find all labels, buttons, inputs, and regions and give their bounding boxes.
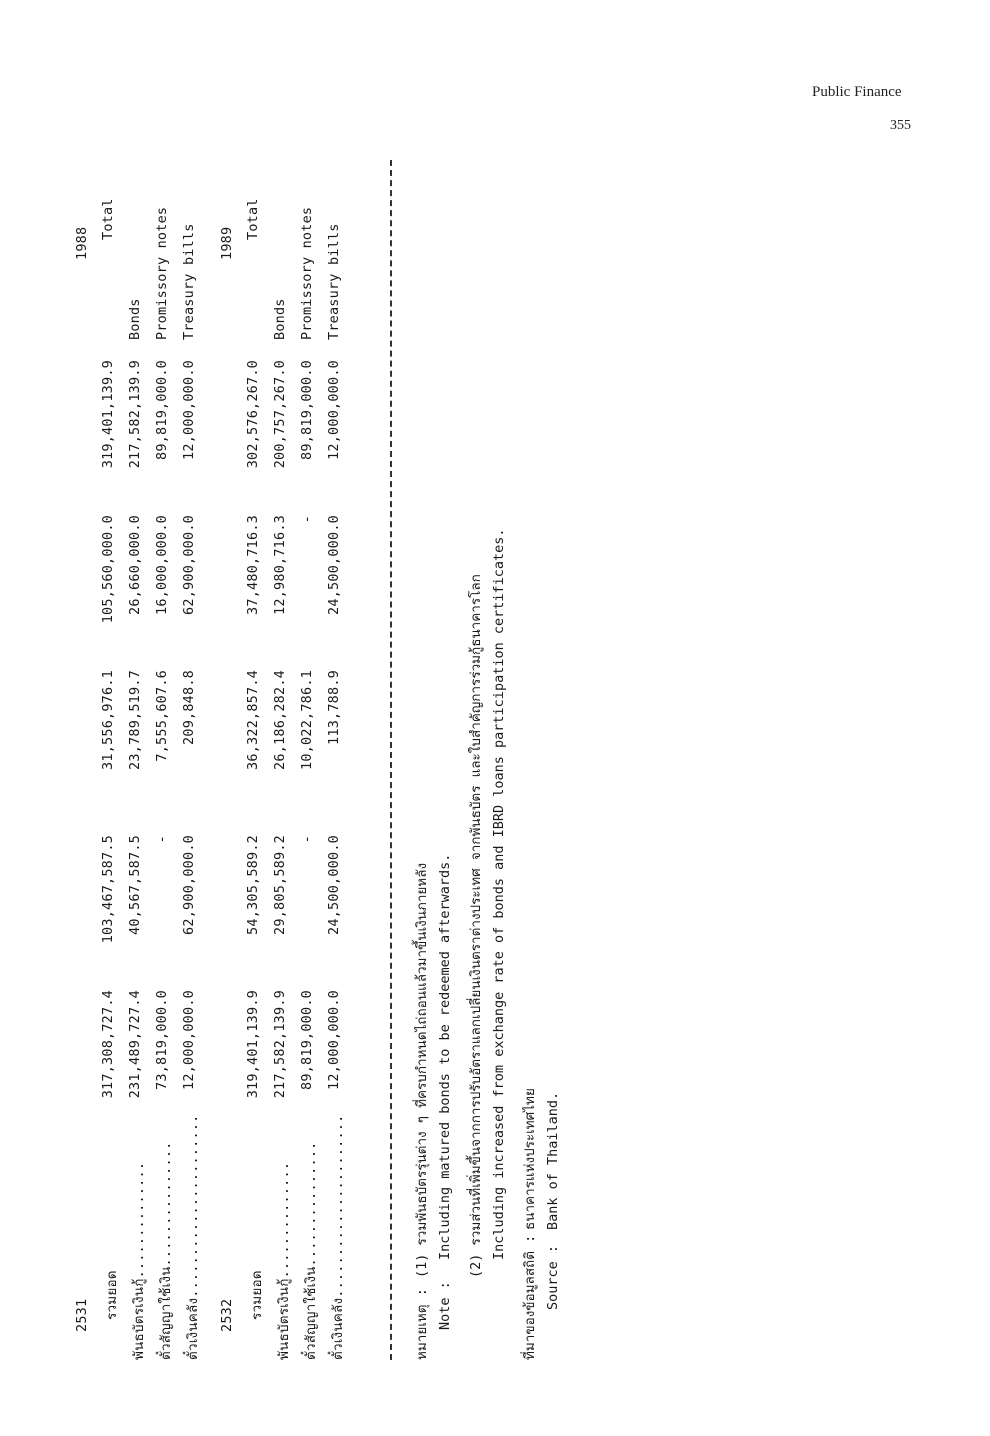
table-cell: 24,500,000.0 [326,515,342,615]
row-label-en: Promissory notes [154,206,170,340]
table-cell: - [299,835,315,844]
source-en-label: Source : [545,1244,561,1310]
table-cell: 217,582,139.9 [127,360,143,469]
table-cell: 12,000,000.0 [181,360,197,460]
table-cell: 317,308,727.4 [100,990,116,1099]
row-label-en: Total [100,198,116,240]
source-en: Bank of Thailand. [545,1091,561,1230]
row-label-en: Treasury bills [326,223,342,340]
table-cell: 113,788.9 [326,670,342,745]
page-number: 355 [890,118,911,133]
table-cell: 10,022,786.1 [299,670,315,770]
table-cell: 12,000,000.0 [181,990,197,1090]
table-cell: 231,489,727.4 [127,990,143,1099]
year-th-1: 2532 [219,1298,235,1332]
note-th-label: หมายเหตุ : [414,1288,430,1360]
row-label-th: รวมยอด [104,1270,120,1320]
table-cell: 7,555,607.6 [154,670,170,762]
rotated-table-page [60,150,560,1360]
running-title: Public Finance [812,84,902,100]
table-cell: 12,980,716.3 [272,515,288,615]
table-cell: 37,480,716.3 [245,515,261,615]
row-label-th: ตั๋วสัญญาใช้เงิน............... [158,1141,174,1360]
table-cell: 302,576,267.0 [245,360,261,469]
table-cell: 12,000,000.0 [326,990,342,1090]
table-cell: 36,322,857.4 [245,670,261,770]
table-cell: 24,500,000.0 [326,835,342,935]
table-cell: 319,401,139.9 [245,990,261,1099]
row-label-en: Bonds [272,298,288,340]
table-cell: 105,560,000.0 [100,515,116,624]
table-cell: - [154,835,170,844]
table-cell: 89,819,000.0 [154,360,170,460]
row-label-en: Treasury bills [181,223,197,340]
top-dashed-rule [390,160,392,1360]
table-cell: 89,819,000.0 [299,360,315,460]
row-label-en: Bonds [127,298,143,340]
row-label-th: ตั๋วเงินคลัง...................... [185,1114,201,1360]
year-th-0: 2531 [74,1298,90,1332]
source-th: ธนาคารแห่งประเทศไทย [522,1088,538,1230]
table-cell: 40,567,587.5 [127,835,143,935]
row-label-en: Promissory notes [299,206,315,340]
table-cell: 16,000,000.0 [154,515,170,615]
note-en-1: Including matured bonds to be redeemed afterwards. [437,853,453,1260]
table-cell: 12,000,000.0 [326,360,342,460]
year-en-0: 1988 [74,226,90,260]
note-en-label: Note : [437,1281,453,1330]
table-cell: 26,660,000.0 [127,515,143,615]
row-label-th: พันธบัตรเงินกู้.............. [276,1161,292,1360]
row-label-en: Total [245,198,261,240]
table-cell: 23,789,519.7 [127,670,143,770]
table-cell: 26,186,282.4 [272,670,288,770]
table-cell: 73,819,000.0 [154,990,170,1090]
table-cell: 29,805,589.2 [272,835,288,935]
table-cell: 62,900,000.0 [181,835,197,935]
table-cell: 209,848.8 [181,670,197,745]
table-cell: 319,401,139.9 [100,360,116,469]
note-en-2: Including increased from exchange rate of bonds and IBRD loans participation certificates. [491,528,507,1260]
table-cell: 54,305,589.2 [245,835,261,935]
row-label-th: ตั๋วสัญญาใช้เงิน............... [303,1141,319,1360]
row-label-th: รวมยอด [249,1270,265,1320]
note-th-1: (1) รวมพันธบัตรรุ่นต่าง ๆ ที่ครบกำหนดไถ่ถอนแล้วมาขึ้นเงินภายหลัง [414,862,430,1278]
row-label-th: พันธบัตรเงินกู้.............. [131,1161,147,1360]
table-cell: 200,757,267.0 [272,360,288,469]
table-cell: 217,582,139.9 [272,990,288,1099]
table-cell: 31,556,976.1 [100,670,116,770]
table-cell: 62,900,000.0 [181,515,197,615]
note-th-2: (2) รวมส่วนที่เพิ่มขึ้นจากการปรับอัตราแลกเปลี่ยนเงินตราต่างประเทศ จากพันธบัตร และใบสำคัญการร่วมกู้ธนาคารโลก [468,574,484,1278]
table-cell: 103,467,587.5 [100,835,116,944]
source-th-label: ที่มาของข้อมูลสถิติ : [522,1234,538,1360]
table-cell: 89,819,000.0 [299,990,315,1090]
year-en-1: 1989 [219,226,235,260]
table-cell: - [299,515,315,524]
row-label-th: ตั๋วเงินคลัง...................... [330,1114,346,1360]
